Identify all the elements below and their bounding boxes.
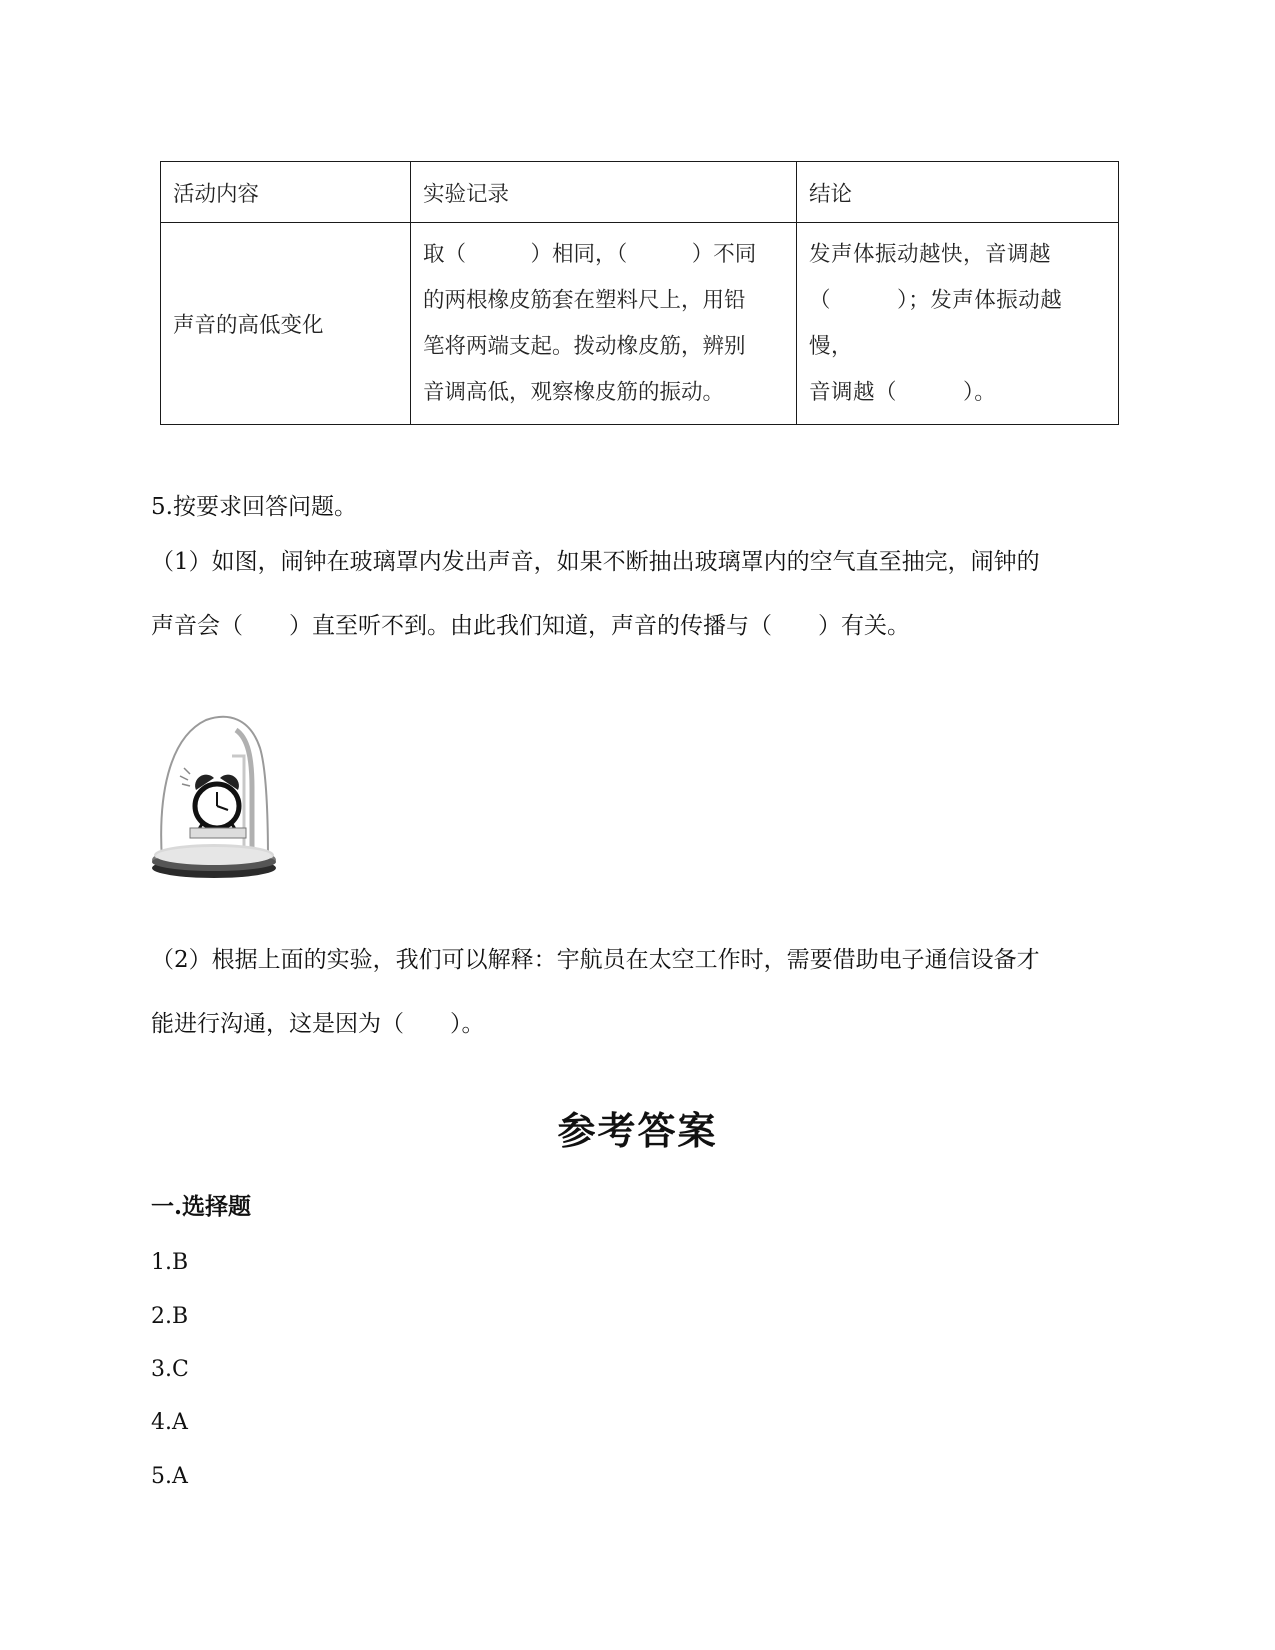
header-conclusion: 结论 [797,162,1119,223]
conclusion-line: 音调越（ ）。 [809,379,997,405]
answer-item: 3.C [151,1357,189,1382]
question-line: （1）如图，闹钟在玻璃罩内发出声音，如果不断抽出玻璃罩内的空气直至抽完，闹钟的 [151,549,1040,575]
conclusion-line: （ ）；发声体振动越慢， [809,287,1063,359]
record-line: 取（ ）相同，（ ）不同 [423,241,757,267]
conclusion-line: 发声体振动越快，音调越 [809,241,1052,267]
question-line: 能进行沟通，这是因为（ ）。 [151,1011,485,1037]
record-line: 音调高低，观察橡皮筋的振动。 [423,379,725,405]
question-part1 [151,530,1117,658]
question-line: （2）根据上面的实验，我们可以解释：宇航员在太空工作时，需要借助电子通信设备才 [151,947,1040,973]
record-line: 的两根橡皮筋套在塑料尺上，用铅 [423,287,746,313]
table-row [161,223,1119,425]
table-header-row [161,162,1119,223]
header-activity: 活动内容 [161,162,411,223]
question-part2 [151,928,1117,1056]
question-line: 声音会（ ）直至听不到。由此我们知道，声音的传播与（ ）有关。 [151,613,910,639]
question-title: 5.按要求回答问题。 [151,494,357,520]
answer-item: 1.B [151,1250,189,1275]
cell-conclusion [797,223,1119,425]
experiment-table [160,161,1119,425]
header-record: 实验记录 [411,162,797,223]
answer-heading: 参考答案 [557,1108,718,1153]
cell-activity: 声音的高低变化 [161,223,411,425]
record-line: 笔将两端支起。拨动橡皮筋，辨别 [423,333,746,359]
cell-record [411,223,797,425]
answer-item: 2.B [151,1304,189,1329]
section-heading: 一.选择题 [151,1193,252,1220]
answer-item: 5.A [151,1464,188,1489]
alarm-clock-bell-jar-icon [148,708,288,883]
answer-item: 4.A [151,1410,188,1435]
